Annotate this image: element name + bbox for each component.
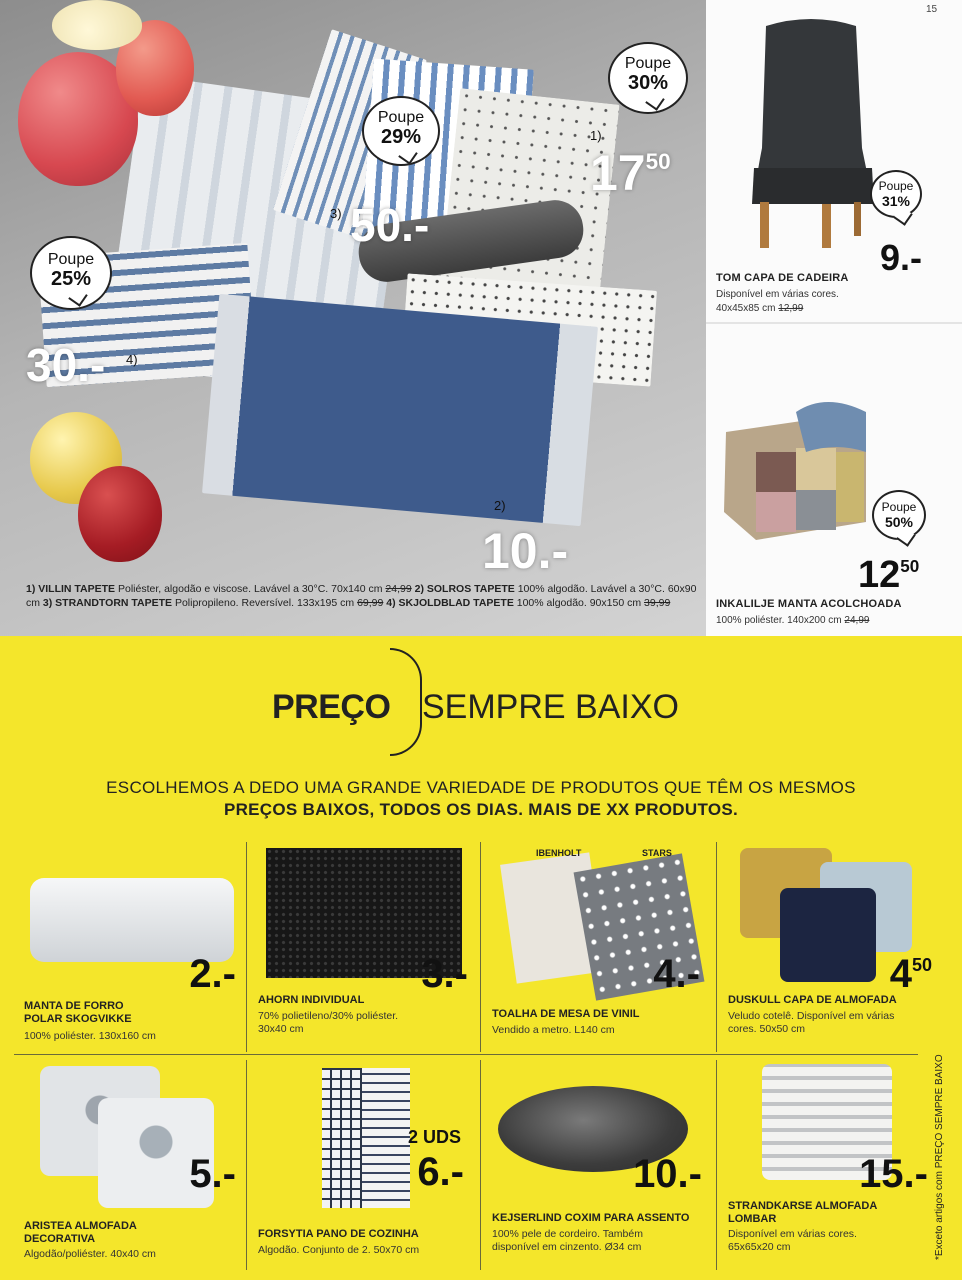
product-strandkarse-price: 15.- [859,1152,928,1196]
product-skogvikke-title-text: MANTA DE FORRO POLAR SKOGVIKKE [24,1000,132,1025]
product-ahorn-title: AHORN INDIVIDUAL [258,994,365,1006]
product-forsytia-desc: Algodão. Conjunto de 2. 50x70 cm [258,1244,420,1256]
bubble-chair [870,170,922,218]
legend-skjoldblad-name: 4) SKJOLDBLAD TAPETE [383,597,514,609]
product-ahorn [258,848,474,1050]
chair-desc-2 [716,302,803,315]
bubble-29 [362,96,440,166]
bubble-blanket-label: Poupe [881,500,917,514]
product-strandkarse-desc: Disponível em várias cores. 65x65x20 cm [728,1228,857,1253]
bubble-25-percent: 25% [50,268,92,290]
product-kejserlind-desc: 100% pele de cordeiro. Também disponível em cinzento. Ø34 cm [492,1228,643,1253]
chair-desc-1: Disponível em várias cores. [716,289,839,300]
blanket-title: INKALILJE MANTA ACOLCHOADA [716,598,902,610]
price-strandtorn: 50.- [350,199,430,251]
blanket-desc [716,614,869,627]
product-skogvikke-title [24,1000,132,1026]
product-duskull [728,848,938,1050]
bubble-chair-percent: 31% [881,193,911,209]
legend-skjoldblad-old: 39,99 [644,597,671,609]
cushion-navy-image [780,888,876,982]
balloon-dark-red [78,466,162,562]
grid-line [14,1054,918,1055]
product-vinil-title: TOALHA DE MESA DE VINIL [492,1008,640,1020]
fleece-blanket-image [30,878,234,962]
marker-2: 2) [494,498,506,513]
footnote [934,1040,948,1260]
bubble-blanket-percent: 50% [884,514,914,530]
product-forsytia-price: 6.- [417,1150,464,1194]
legend-villin-name: 1) VILLIN TAPETE [26,583,116,595]
promo-intro-line-2: PREÇOS BAIXOS, TODOS OS DIAS. MAIS DE XX PRODUTOS. [223,800,739,819]
side-divider [706,322,962,324]
product-duskull-desc: Veludo cotelê. Disponível em várias cores. 50x50 cm [728,1010,895,1035]
marker-1: 1) [590,128,602,143]
bubble-29-label: Poupe [377,109,425,126]
marker-4: 4) [126,352,138,367]
product-vinil-desc: Vendido a metro. L140 cm [492,1024,615,1036]
legend-strandtorn-name: 3) STRANDTORN TAPETE [42,597,173,609]
price-blanket-main: 12 [858,554,901,596]
price-solros: 10.- [482,523,569,579]
marker-3: 3) [330,206,342,221]
price-blanket [858,556,919,594]
legend-skjoldblad-desc: 100% algodão. 90x150 cm [513,597,645,609]
logo-bold-text: PREÇO [272,688,391,726]
bubble-30-percent: 30% [627,72,669,94]
blanket-old-price: 24,99 [844,615,870,626]
price-villin-cents: 50 [645,148,671,174]
legend-solros-desc: 100% algodão. Lavável a 30°C. 60x90 cm [26,583,697,609]
balloon-cream [52,0,142,50]
bubble-29-percent: 29% [380,126,422,148]
product-skogvikke-price: 2.- [189,952,236,996]
top-section [0,0,962,636]
towel-stripe-image [362,1068,410,1208]
product-aristea-title [24,1220,137,1246]
price-villin [590,145,671,201]
product-strandkarse [728,1064,928,1264]
product-forsytia [258,1064,474,1264]
bubble-25-label: Poupe [47,251,95,268]
rug-solros [202,294,598,526]
product-duskull-price-cents: 50 [911,955,932,976]
product-kejserlind [492,1064,708,1264]
grid-line [716,842,717,1052]
product-aristea-price: 5.- [189,1152,236,1196]
bubble-chair-label: Poupe [878,179,914,193]
price-chair: 9.- [880,237,923,278]
bubble-blanket [872,490,926,540]
chair-old-price: 12,99 [778,303,804,314]
grid-line [480,842,481,1052]
page-number: 15 [926,4,938,15]
price-villin-main: 17 [590,145,646,201]
promo-intro-line-1: ESCOLHEMOS A DEDO UMA GRANDE VARIEDADE DE PRODUTOS QUE TÊM OS MESMOS [106,778,856,797]
legend-villin-old: 24,99 [385,583,412,595]
product-vinil-price: 4.- [653,952,700,996]
preco-sempre-baixo-logo [272,648,712,758]
product-aristea-title-text: ARISTEA ALMOFADA DECORATIVA [24,1220,137,1245]
blanket-size: 100% poliéster. 140x200 cm [716,615,845,626]
chair-title: TOM CAPA DE CADEIRA [716,272,849,284]
legend-strandtorn-desc: Polipropileno. Reversível. 133x195 cm [172,597,358,609]
legend-solros-name: 2) SOLROS TAPETE [411,583,515,595]
product-skogvikke [24,848,240,1050]
product-duskull-price [890,954,932,994]
product-duskull-price-main: 4 [889,952,912,996]
product-vinil [492,848,708,1050]
product-forsytia-title: FORSYTIA PANO DE COZINHA [258,1228,419,1240]
product-duskull-title: DUSKULL CAPA DE ALMOFADA [728,994,897,1006]
product-aristea-desc: Algodão/poliéster. 40x40 cm [24,1248,156,1260]
product-kejserlind-title: KEJSERLIND COXIM PARA ASSENTO [492,1212,690,1224]
product-kejserlind-price: 10.- [633,1152,702,1196]
product-forsytia-qty: 2 UDS [408,1127,462,1147]
grid-line [246,842,247,1052]
legend-strandtorn-old: 69,99 [357,597,384,609]
logo-ring-icon [390,648,422,756]
rugs-photo [0,0,706,636]
grid-line [246,1060,247,1270]
price-skjoldblad: 30.- [26,339,106,391]
product-ahorn-desc: 70% polietileno/30% poliéster. 30x40 cm [258,1010,399,1035]
product-skogvikke-desc: 100% poliéster. 130x160 cm [24,1030,156,1042]
blanket-image [716,392,886,542]
chair-image [736,18,886,248]
price-blanket-cents: 50 [900,557,920,577]
grid-line [480,1060,481,1270]
product-aristea [24,1064,240,1264]
grid-line [716,1060,717,1270]
legend-villin-desc: Poliéster, algodão e viscose. Lavável a 30°C. 70x140 cm [115,583,386,595]
tag-ibenholt: IBENHOLT [536,848,582,858]
tag-stars: STARS [642,848,672,858]
bubble-30 [608,42,688,114]
chair-size: 40x45x85 cm [716,303,779,314]
product-ahorn-price: 3.- [421,952,468,996]
product-strandkarse-title-text: STRANDKARSE ALMOFADA LOMBAR [728,1200,878,1225]
logo-light-text: SEMPRE BAIXO [422,688,679,726]
bubble-30-label: Poupe [624,55,672,72]
footnote-text: *Exceto artigos com PREÇO SEMPRE BAIXO [934,1054,945,1260]
bubble-25 [30,236,112,310]
product-strandkarse-title [728,1200,877,1226]
rugs-legend [26,582,702,610]
